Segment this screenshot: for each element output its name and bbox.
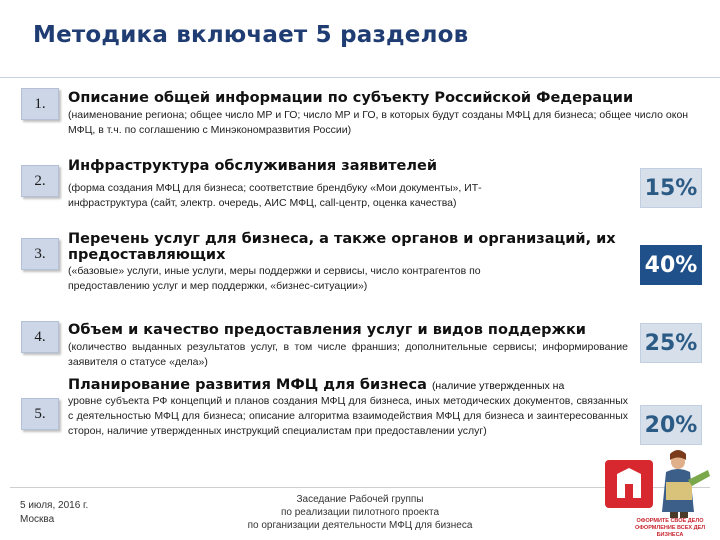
footer-meeting-line3: по организации деятельности МФЦ для бизнеса — [247, 520, 473, 531]
section-heading-5-tail: (наличие утвержденных на — [431, 380, 565, 392]
percent-badge-5: 20% — [640, 405, 702, 445]
percent-badge-3: 40% — [640, 245, 702, 285]
logo-person-box — [666, 482, 692, 500]
section-heading-5 — [68, 377, 628, 394]
section-heading-4: Объем и качество предоставления услуг и видов поддержки — [68, 322, 586, 338]
footer-meeting-line2: по реализации пилотного проекта — [280, 507, 440, 518]
header-divider — [0, 77, 720, 78]
section-details-5: уровне субъекта РФ концепций и планов создания МФЦ для бизнеса, иных методических документов, связанных с деятельностью МФЦ для бизнеса; описание алгоритма взаимодействия МФЦ для бизнеса и заинтересованных сторон, наличие утвержденных инструкций специалистам при предоставлении услуг) — [68, 395, 628, 437]
footer-city: Москва — [20, 514, 55, 525]
percent-badge-4: 25% — [640, 323, 702, 363]
section-details-3: («базовые» услуги, иные услуги, меры поддержки и сервисы, число контрагентов по предоставлению услуг и мер поддержки, «бизнес-ситуации») — [68, 265, 481, 292]
footer-meeting — [225, 493, 495, 532]
logo-caption-line2: ОФОРМЛЕНИЕ ВСЕХ ДЕЛ — [634, 525, 706, 531]
section-details-2: (форма создания МФЦ для бизнеса; соответствие брендбуку «Мои документы», ИТ-инфраструктура (сайт, электр. очередь, АИС МФЦ, call-центр, оценка качества) — [68, 182, 482, 209]
section-heading-2: Инфраструктура обслуживания заявителей — [68, 158, 437, 174]
section-number-4: 4. — [21, 321, 59, 353]
section-number-3: 3. — [21, 238, 59, 270]
percent-badge-2: 15% — [640, 168, 702, 208]
section-details-4: (количество выданных результатов услуг, в том числе франшиз; дополнительные сервисы; информирование заявителя о статусе «дела») — [68, 341, 628, 368]
logo-caption — [622, 518, 718, 539]
section-heading-5-title: Планирование развития МФЦ для бизнеса — [68, 377, 427, 393]
section-number-5: 5. — [21, 398, 59, 430]
slide-title: Методика включает 5 разделов — [33, 22, 469, 48]
section-heading-3: Перечень услуг для бизнеса, а также органов и организаций, их предоставляющих — [68, 231, 616, 263]
section-number-1: 1. — [21, 88, 59, 120]
logo-door — [625, 484, 633, 498]
section-number-2: 2. — [21, 165, 59, 197]
section-heading-1: Описание общей информации по субъекту Российской Федерации — [68, 90, 634, 106]
logo-caption-line1: ОФОРМИТЕ СВОЁ ДЕЛО — [636, 518, 704, 524]
section-details-1: (наименование региона; общее число МР и ГО; число МР и ГО, в которых будут созданы МФЦ для бизнеса; общее число окон МФЦ, в т.ч. по соглашению с Минэкономразвития России) — [68, 109, 689, 136]
footer-meeting-line1: Заседание Рабочей группы — [296, 494, 424, 505]
logo-leaves — [688, 470, 710, 486]
footer-date: 5 июля, 2016 г. — [20, 500, 89, 511]
logo-caption-line3: БИЗНЕСА — [656, 532, 684, 538]
footer-left — [20, 499, 88, 527]
